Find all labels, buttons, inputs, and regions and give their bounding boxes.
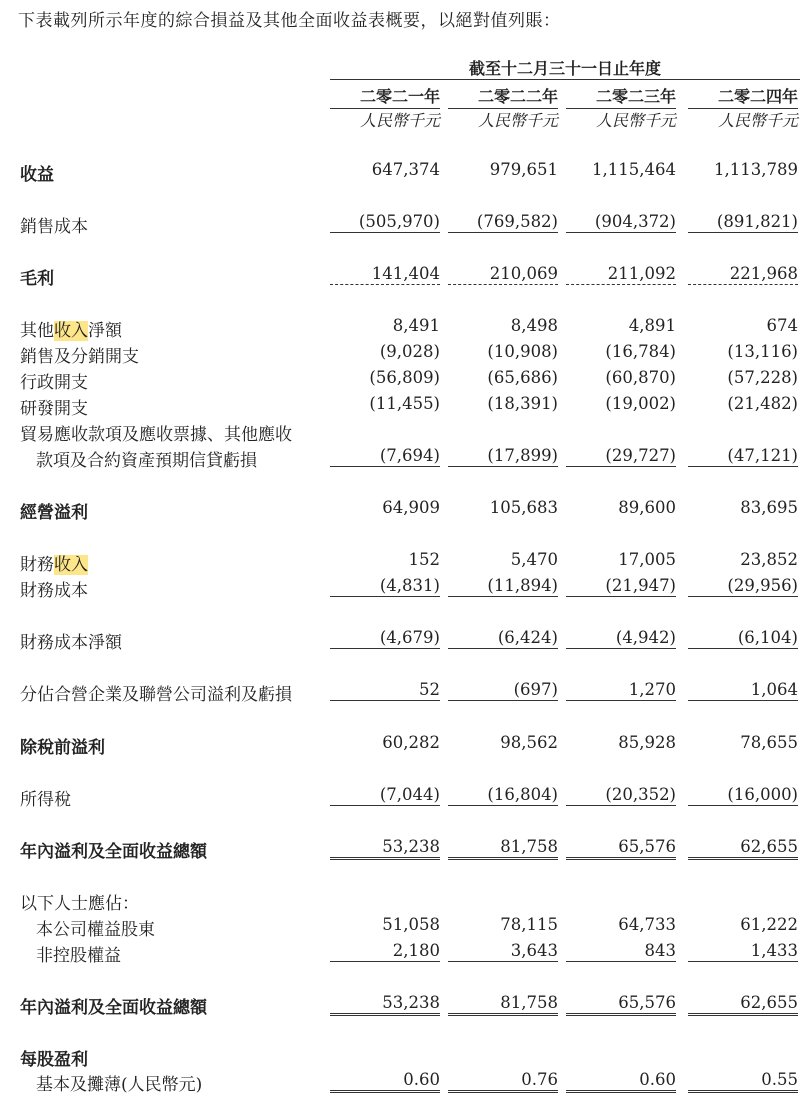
row-label: 非控股權益 [36,946,121,966]
unit-header: 人民幣千元 [717,111,798,130]
row-finance-costs [0,576,804,600]
value-cell: (57,228) [727,368,798,387]
row-label: 銷售成本 [20,217,88,237]
value-cell: 53,238 [330,993,440,1016]
value-cell: 674 [766,316,798,335]
value-cell: 0.60 [566,1070,676,1093]
value-cell: (4,679) [330,628,440,649]
value-cell: 210,069 [448,264,558,285]
value-cell: (6,104) [688,628,798,649]
value-cell: (697) [448,680,558,701]
value-cell: (17,899) [448,446,558,467]
row-gross-profit [0,264,804,288]
row-eps-basic-diluted [0,1070,804,1094]
value-cell: 2,180 [330,941,440,962]
value-cell: 85,928 [618,733,676,752]
value-cell: 141,404 [330,264,440,285]
row-other-income [0,316,804,340]
value-cell: (16,804) [448,785,558,806]
value-cell: 1,115,464 [592,160,676,179]
row-eps-header [0,1045,804,1069]
value-cell: 8,491 [392,316,440,335]
unit-header: 人民幣千元 [359,111,440,130]
value-cell: 62,655 [688,837,798,860]
period-header: 截至十二月三十一日止年度 [468,59,661,78]
row-label: 財務收入 [20,555,88,575]
value-cell: 89,600 [618,498,676,517]
value-cell: 1,270 [566,680,676,701]
row-income-tax [0,785,804,809]
year-header-2023: 二零二三年 [566,84,676,109]
row-label: 每股盈利 [20,1050,88,1070]
value-cell: (11,894) [448,576,558,597]
row-impairment [0,446,804,470]
unit-header: 人民幣千元 [477,111,558,130]
value-cell: 64,909 [382,498,440,517]
value-cell: 78,655 [740,733,798,752]
value-cell: 979,651 [489,160,558,179]
period-divider [330,79,800,80]
value-cell: (769,582) [448,212,558,233]
row-label: 年內溢利及全面收益總額 [20,998,207,1018]
value-cell: 62,655 [688,993,798,1016]
value-cell: 65,576 [566,993,676,1016]
value-cell: (505,970) [330,212,440,233]
value-cell: 61,222 [740,915,798,934]
row-label: 除稅前溢利 [20,738,105,758]
row-label: 以下人士應佔： [20,894,139,914]
value-cell: 0.60 [330,1070,440,1093]
value-cell: 221,968 [688,264,798,285]
row-equity-owners [0,915,804,939]
row-impairment-line1 [0,420,804,444]
unit-header: 人民幣千元 [595,111,676,130]
value-cell: (4,831) [330,576,440,597]
value-cell: (11,455) [369,394,440,413]
row-label: 研發開支 [20,399,88,419]
value-cell: 5,470 [510,550,558,569]
value-cell: (4,942) [566,628,676,649]
value-cell: (16,784) [605,342,676,361]
value-cell: 1,064 [688,680,798,701]
row-label: 款項及合約資產預期信貸虧損 [36,451,257,471]
value-cell: (9,028) [379,342,440,361]
row-label: 收益 [20,165,54,185]
row-rd-expenses [0,394,804,418]
value-cell: (891,821) [688,212,798,233]
row-revenue [0,160,804,184]
value-cell: (18,391) [487,394,558,413]
row-label: 貿易應收款項及應收票據、其他應收 [20,425,292,445]
row-finance-income [0,550,804,574]
row-label: 其他收入淨額 [20,321,122,341]
row-total-comprehensive-income [0,837,804,861]
highlighted-term: 收入 [54,321,88,341]
value-cell: 0.55 [688,1070,798,1093]
value-cell: 81,758 [448,837,558,860]
value-cell: (47,121) [688,446,798,467]
value-cell: 65,576 [566,837,676,860]
value-cell: 105,683 [489,498,558,517]
value-cell: 8,498 [510,316,558,335]
value-cell: 81,758 [448,993,558,1016]
value-cell: (21,482) [727,394,798,413]
value-cell: 78,115 [500,915,558,934]
value-cell: (6,424) [448,628,558,649]
value-cell: (20,352) [566,785,676,806]
value-cell: 98,562 [500,733,558,752]
row-label: 所得稅 [20,790,71,810]
row-label: 經營溢利 [20,503,88,523]
row-label: 毛利 [20,269,54,289]
value-cell: (56,809) [369,368,440,387]
row-label: 行政開支 [20,373,88,393]
row-label: 本公司權益股東 [36,920,155,940]
value-cell: (29,956) [688,576,798,597]
value-cell: (19,002) [605,394,676,413]
row-label: 年內溢利及全面收益總額 [20,842,207,862]
row-label: 分佔合營企業及聯營公司溢利及虧損 [20,685,292,705]
intro-text: 下表載列所示年度的綜合損益及其他全面收益表概要，以絕對值列賬： [18,11,561,31]
highlighted-term: 收入 [54,555,88,575]
value-cell: 60,282 [382,733,440,752]
value-cell: 152 [408,550,440,569]
value-cell: 23,852 [740,550,798,569]
row-net-finance-costs [0,628,804,652]
year-header-2021: 二零二一年 [330,84,440,109]
value-cell: (10,908) [487,342,558,361]
year-header-2022: 二零二二年 [448,84,558,109]
value-cell: 51,058 [382,915,440,934]
row-selling-expenses [0,342,804,366]
value-cell: 3,643 [448,941,558,962]
value-cell: 53,238 [330,837,440,860]
row-attributable-to [0,889,804,913]
value-cell: 1,113,789 [714,160,798,179]
row-share-of-results [0,680,804,704]
row-profit-before-tax [0,733,804,757]
value-cell: (65,686) [487,368,558,387]
value-cell: 0.76 [448,1070,558,1093]
value-cell: 211,092 [566,264,676,285]
row-operating-profit [0,498,804,522]
value-cell: 52 [330,680,440,701]
year-header-2024: 二零二四年 [688,84,798,109]
row-cost-of-sales [0,212,804,236]
row-total-comprehensive-income-attributed [0,993,804,1017]
value-cell: (7,694) [330,446,440,467]
value-cell: (29,727) [566,446,676,467]
row-label: 財務成本 [20,581,88,601]
row-label: 基本及攤薄(人民幣元) [36,1075,203,1095]
row-non-controlling-interests [0,941,804,965]
value-cell: 647,374 [371,160,440,179]
row-label: 財務成本淨額 [20,633,122,653]
value-cell: 83,695 [740,498,798,517]
value-cell: 4,891 [628,316,676,335]
value-cell: (21,947) [566,576,676,597]
value-cell: 1,433 [688,941,798,962]
value-cell: (16,000) [688,785,798,806]
row-admin-expenses [0,368,804,392]
value-cell: (904,372) [566,212,676,233]
value-cell: 64,733 [618,915,676,934]
value-cell: (60,870) [605,368,676,387]
value-cell: (13,116) [727,342,798,361]
value-cell: 843 [566,941,676,962]
row-label: 銷售及分銷開支 [20,347,139,367]
value-cell: (7,044) [330,785,440,806]
value-cell: 17,005 [618,550,676,569]
